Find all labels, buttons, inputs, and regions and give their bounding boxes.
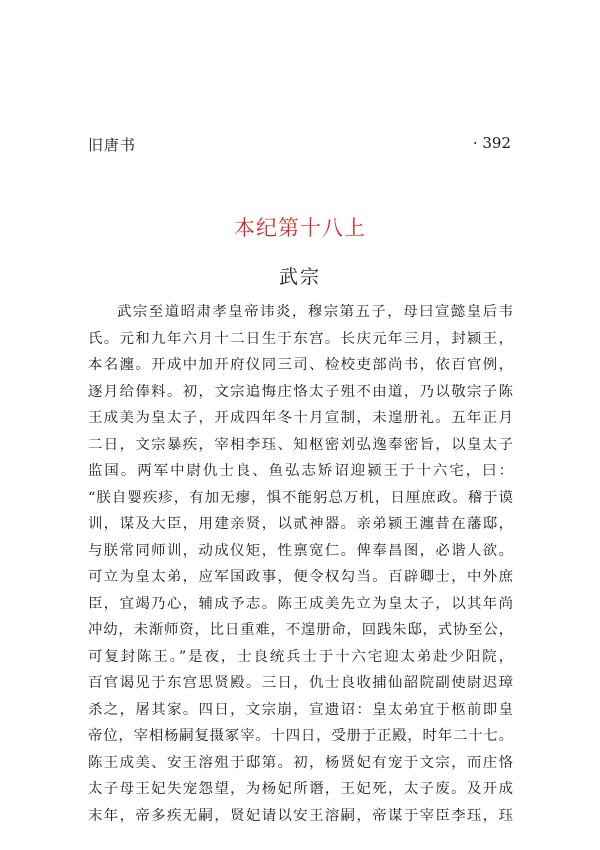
text-line: 武宗至道昭肃孝皇帝讳炎，穆宗第五子，母曰宣懿皇后韦: [117, 304, 513, 320]
text-line: 帝位，宰相杨嗣复摄冢宰。十四日，受册于正殿，时年二十七。: [88, 728, 513, 744]
chapter-title: 本纪第十八上: [234, 216, 366, 240]
text-line: 王成美为皇太子，开成四年冬十月宣制，未遑册礼。五年正月: [88, 410, 513, 426]
text-line: 氏。元和九年六月十二日生于东宫。长庆元年三月，封颍王，: [88, 330, 513, 347]
text-line: 可复封陈王。”是夜，士良统兵士于十六宅迎太弟赴少阳院，: [88, 648, 513, 665]
text-line: 二日，文宗暴疾，宰相李珏、知枢密刘弘逸奉密旨，以皇太子: [88, 436, 513, 453]
text-line: “朕自婴疾疹，有加无瘳，惧不能躬总万机，日厘庶政。稽于谟: [88, 489, 513, 506]
text-line: 本名瀍。开成中加开府仪同三司、检校吏部尚书，依百官例，: [88, 357, 513, 373]
text-line: 杀之，屠其家。四日，文宗崩，宣遗诏：皇太弟宜于柩前即皇: [88, 701, 513, 718]
text-line: 臣，宜竭乃心，辅成予志。陈王成美先立为皇太子，以其年尚: [88, 595, 513, 612]
text-line: 冲幼，未渐师资，比日重难，不遑册命，回践朱邸，式协至公，: [88, 622, 513, 638]
text-line: 训，谋及大臣，用建亲贤，以贰神器。亲弟颍王瀍昔在藩邸，: [88, 516, 513, 532]
text-line: 太子母王妃失宠怨望，为杨妃所谮，王妃死，太子废。及开成: [88, 781, 513, 797]
text-line: 可立为皇太弟，应军国政事，便令权勾当。百辟卿士，中外庶: [88, 569, 513, 585]
text-line: 监国。两军中尉仇士良、鱼弘志矫诏迎颍王于十六宅，曰：: [88, 463, 513, 479]
page-number: · 392: [472, 134, 511, 152]
text-line: 末年，帝多疾无嗣，贤妃请以安王溶嗣，帝谋于宰臣李珏，珏: [88, 807, 513, 824]
text-line: 与朕常同师训，动成仪矩，性禀宽仁。俾奉昌图，必谐人欲。: [88, 542, 513, 559]
text-line: 逐月给俸料。初，文宗追悔庄恪太子殂不由道，乃以敬宗子陈: [88, 383, 513, 400]
book-title: 旧唐书: [88, 136, 137, 154]
text-line: 百官谒见于东宫思贤殿。三日，仇士良收捕仙韶院副使尉迟璋: [88, 675, 513, 691]
body-text: [88, 299, 513, 829]
text-line: 陈王成美、安王溶殂于邸第。初，杨贤妃有宠于文宗，而庄恪: [88, 754, 513, 771]
section-title: 武宗: [278, 266, 321, 288]
